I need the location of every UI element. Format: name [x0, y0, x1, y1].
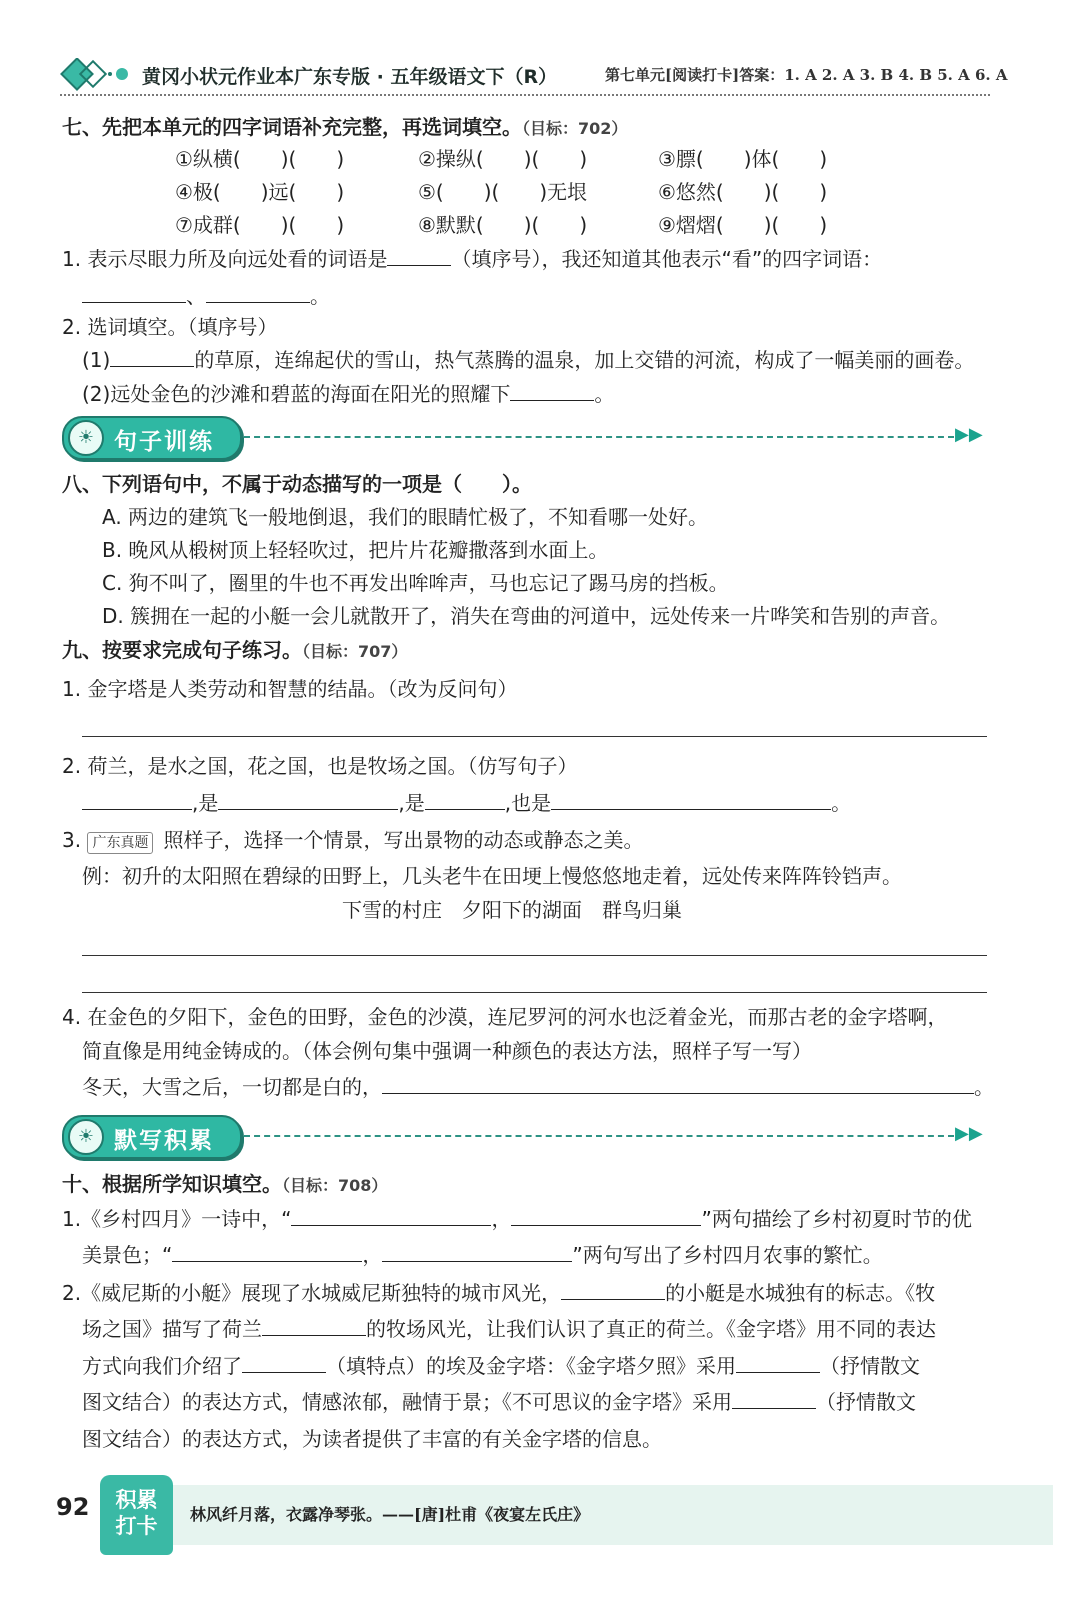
- s10-heading-text: 十、根据所学知识填空。: [62, 1172, 282, 1196]
- s9-q4-period: 。: [974, 1075, 994, 1099]
- s7-q1-sep: 、: [186, 284, 206, 308]
- lightbulb-icon-2: ☀: [68, 1119, 104, 1155]
- s7-word-9: ⑨熠熠( )( ): [658, 213, 828, 237]
- s9-q2: 2. 荷兰，是水之国，花之国，也是牧场之国。（仿写句子）: [62, 754, 578, 778]
- s10-q2-g: （抒情散文: [820, 1354, 920, 1378]
- s10-q1-a: 1.《乡村四月》一诗中，“: [62, 1207, 292, 1231]
- s9-q2-blank-3[interactable]: [425, 791, 505, 810]
- s10-q1-blank-1[interactable]: [291, 1207, 491, 1226]
- footer-badge: [100, 1475, 173, 1555]
- footer-quote: 林风纤月落，衣露净琴张。——[唐]杜甫《夜宴左氏庄》: [190, 1505, 590, 1524]
- s7-heading-text: 七、先把本单元的四字词语补充完整，再选词填空。: [62, 115, 522, 139]
- header-title: 黄冈小状元作业本广东专版 · 五年级语文下（R）: [142, 66, 558, 88]
- s10-q2-i: （抒情散文: [816, 1390, 916, 1414]
- s9-q3-text: 照样子，选择一个情景，写出景物的动态或静态之美。: [163, 828, 644, 852]
- s9-heading-text: 九、按要求完成句子练习。: [62, 638, 302, 662]
- s7-q1-word-blank-2[interactable]: [206, 284, 310, 303]
- banner1-text: 句子训练: [114, 429, 214, 455]
- s7-q2-1-num: (1): [82, 348, 111, 372]
- double-arrow-icon: ▶▶: [955, 424, 983, 445]
- banner2-dashline: [244, 1135, 954, 1137]
- s10-q2-a: 2.《威尼斯的小艇》展现了水城威尼斯独特的城市风光，: [62, 1281, 562, 1305]
- s7-word-5: ⑤( )( )无垠: [418, 180, 588, 204]
- banner2-text: 默写积累: [114, 1128, 214, 1154]
- s9-q2-blank-2[interactable]: [218, 791, 398, 810]
- s10-q2-line5: 图文结合）的表达方式，为读者提供了丰富的有关金字塔的信息。: [82, 1427, 662, 1451]
- s7-q2: 2. 选词填空。（填序号）: [62, 315, 278, 339]
- s7-q1-period: 。: [310, 284, 330, 308]
- s9-q4-c-text: 冬天，大雪之后，一切都是白的，: [82, 1075, 382, 1099]
- s10-q2-e: 方式向我们介绍了: [82, 1354, 242, 1378]
- s9-q2-fill: [82, 789, 851, 817]
- lightbulb-icon: ☀: [68, 420, 104, 456]
- s7-q2-2-text: (2)远处金色的沙滩和碧蓝的海面在阳光的照耀下: [82, 382, 511, 406]
- s10-heading: [62, 1170, 387, 1200]
- s7-q1-blank[interactable]: [387, 247, 451, 266]
- page-number: 92: [56, 1493, 90, 1521]
- s9-target: （目标：707）: [302, 642, 408, 661]
- s10-q1-blank-4[interactable]: [382, 1243, 572, 1262]
- s10-q2-line4: [82, 1388, 916, 1416]
- s7-q2-2-period: 。: [594, 382, 615, 406]
- s7-q1-text-b: （填序号），我还知道其他表示“看”的四字词语：: [451, 247, 883, 271]
- s10-q1-b: ”两句描绘了乡村初夏时节的优: [701, 1207, 972, 1231]
- s10-q2-blank-1[interactable]: [561, 1281, 665, 1300]
- s10-q2-c: 场之国》描写了荷兰: [82, 1317, 262, 1341]
- header-divider: [60, 94, 990, 96]
- s10-q2-blank-3[interactable]: [242, 1354, 326, 1373]
- s10-q1-d: ”两句写出了乡村四月农事的繁忙。: [572, 1243, 883, 1267]
- s8-option-d: D. 簇拥在一起的小艇一会儿就散开了，消失在弯曲的河道中，远处传来一片哗笑和告别的声音。: [102, 604, 951, 628]
- s10-q2-line2: [82, 1315, 936, 1343]
- s9-q3-answer-line-1[interactable]: [82, 955, 987, 956]
- footer-badge-line2: 打卡: [115, 1514, 158, 1538]
- s7-q1: [62, 245, 882, 273]
- s10-q2-blank-4[interactable]: [736, 1354, 820, 1373]
- s9-q4-b: 简直像是用纯金铸成的。（体会例句集中强调一种颜色的表达方法，照样子写一写）: [82, 1039, 812, 1063]
- s10-q1-c: 美景色；“: [82, 1243, 173, 1267]
- s7-q2-2-blank[interactable]: [510, 382, 594, 401]
- s7-target: （目标：702）: [522, 119, 628, 138]
- banner-dictation: [62, 1115, 242, 1159]
- s10-q2-blank-2[interactable]: [262, 1317, 366, 1336]
- s9-q3-num: 3.: [62, 828, 82, 852]
- s9-q4-blank[interactable]: [382, 1075, 974, 1094]
- s10-q2-line3: [82, 1352, 920, 1380]
- s8-option-a: A. 两边的建筑飞一般地倒退，我们的眼睛忙极了，不知看哪一处好。: [102, 505, 709, 529]
- s9-q2-fill-1: ,是: [192, 791, 219, 815]
- footer-badge-line1: 积累: [115, 1488, 158, 1512]
- s10-q2-d: 的牧场风光，让我们认识了真正的荷兰。《金字塔》用不同的表达: [366, 1317, 936, 1341]
- diamond-logo-icon: [58, 58, 128, 92]
- s7-heading: [62, 113, 627, 143]
- guangdong-tag: 广东真题: [87, 832, 153, 854]
- s7-word-1: ①纵横( )( ): [175, 147, 345, 171]
- s9-q3-answer-line-2[interactable]: [82, 992, 987, 993]
- banner-sentence-training: [62, 416, 242, 460]
- s7-q2-1: [82, 346, 974, 374]
- s9-q2-blank-1[interactable]: [82, 791, 192, 810]
- s9-q2-fill-3: ,也是: [504, 791, 552, 815]
- s7-q1-text: 1. 表示尽眼力所及向远处看的词语是: [62, 247, 388, 271]
- s8-option-b: B. 晚风从椴树顶上轻轻吹过，把片片花瓣撒落到水面上。: [102, 538, 609, 562]
- s7-word-6: ⑥悠然( )( ): [658, 180, 828, 204]
- s9-q1-answer-line[interactable]: [82, 736, 987, 737]
- s10-q2-h: 图文结合）的表达方式，情感浓郁，融情于景；《不可思议的金字塔》采用: [82, 1390, 732, 1414]
- s10-q1-blank-3[interactable]: [172, 1243, 362, 1262]
- s7-word-4: ④极( )远( ): [175, 180, 345, 204]
- s10-q1-comma: ，: [491, 1207, 512, 1231]
- s10-q2-line1: [62, 1279, 935, 1307]
- s9-q4-a: 4. 在金色的夕阳下，金色的田野，金色的沙漠，连尼罗河的河水也泛着金光，而那古老的金字塔啊，: [62, 1005, 948, 1029]
- s10-q1-blank-2[interactable]: [511, 1207, 701, 1226]
- s10-q1-comma-2: ，: [362, 1243, 383, 1267]
- s10-target: （目标：708）: [282, 1176, 388, 1195]
- s8-option-c: C. 狗不叫了，圈里的牛也不再发出哞哞声，马也忘记了踢马房的挡板。: [102, 571, 729, 595]
- s7-q1-extra: [82, 282, 330, 310]
- s10-q1-line1: [62, 1205, 972, 1233]
- s7-word-2: ②操纵( )( ): [418, 147, 588, 171]
- banner1-dashline: [244, 436, 954, 438]
- s7-word-8: ⑧默默( )( ): [418, 213, 588, 237]
- s10-q1-line2: [82, 1241, 883, 1269]
- s7-word-7: ⑦成群( )( ): [175, 213, 345, 237]
- s9-q2-fill-4: 。: [831, 791, 852, 815]
- s7-q2-1-text: 的草原，连绵起伏的雪山，热气蒸腾的温泉，加上交错的河流，构成了一幅美丽的画卷。: [194, 348, 975, 372]
- s10-q2-b: 的小艇是水城独有的标志。《牧: [665, 1281, 936, 1305]
- s10-q2-blank-5[interactable]: [732, 1390, 816, 1409]
- s9-heading: [62, 636, 407, 666]
- s9-q3: [62, 826, 643, 854]
- s9-q2-blank-4[interactable]: [551, 791, 831, 810]
- s9-q4-c: [82, 1073, 994, 1101]
- header-logo: [58, 58, 128, 96]
- s7-q2-1-blank[interactable]: [110, 348, 194, 367]
- header-answers: 第七单元[阅读打卡]答案：1. A 2. A 3. B 4. B 5. A 6. A: [605, 66, 1008, 84]
- s8-heading: 八、下列语句中，不属于动态描写的一项是（ ）。: [62, 472, 532, 496]
- s7-q1-word-blank-1[interactable]: [82, 284, 186, 303]
- s7-word-3: ③膘( )体( ): [658, 147, 828, 171]
- s9-q3-scenes: 下雪的村庄 夕阳下的湖面 群鸟归巢: [342, 898, 682, 922]
- double-arrow-icon-2: ▶▶: [955, 1123, 983, 1144]
- s9-q3-example: 例：初升的太阳照在碧绿的田野上，几头老牛在田埂上慢悠悠地走着，远处传来阵阵铃铛声。: [82, 864, 902, 888]
- s9-q2-fill-2: ,是: [398, 791, 425, 815]
- s7-q2-2: [82, 380, 614, 408]
- s9-q1: 1. 金字塔是人类劳动和智慧的结晶。（改为反问句）: [62, 677, 518, 701]
- s10-q2-f: （填特点）的埃及金字塔：《金字塔夕照》采用: [326, 1354, 736, 1378]
